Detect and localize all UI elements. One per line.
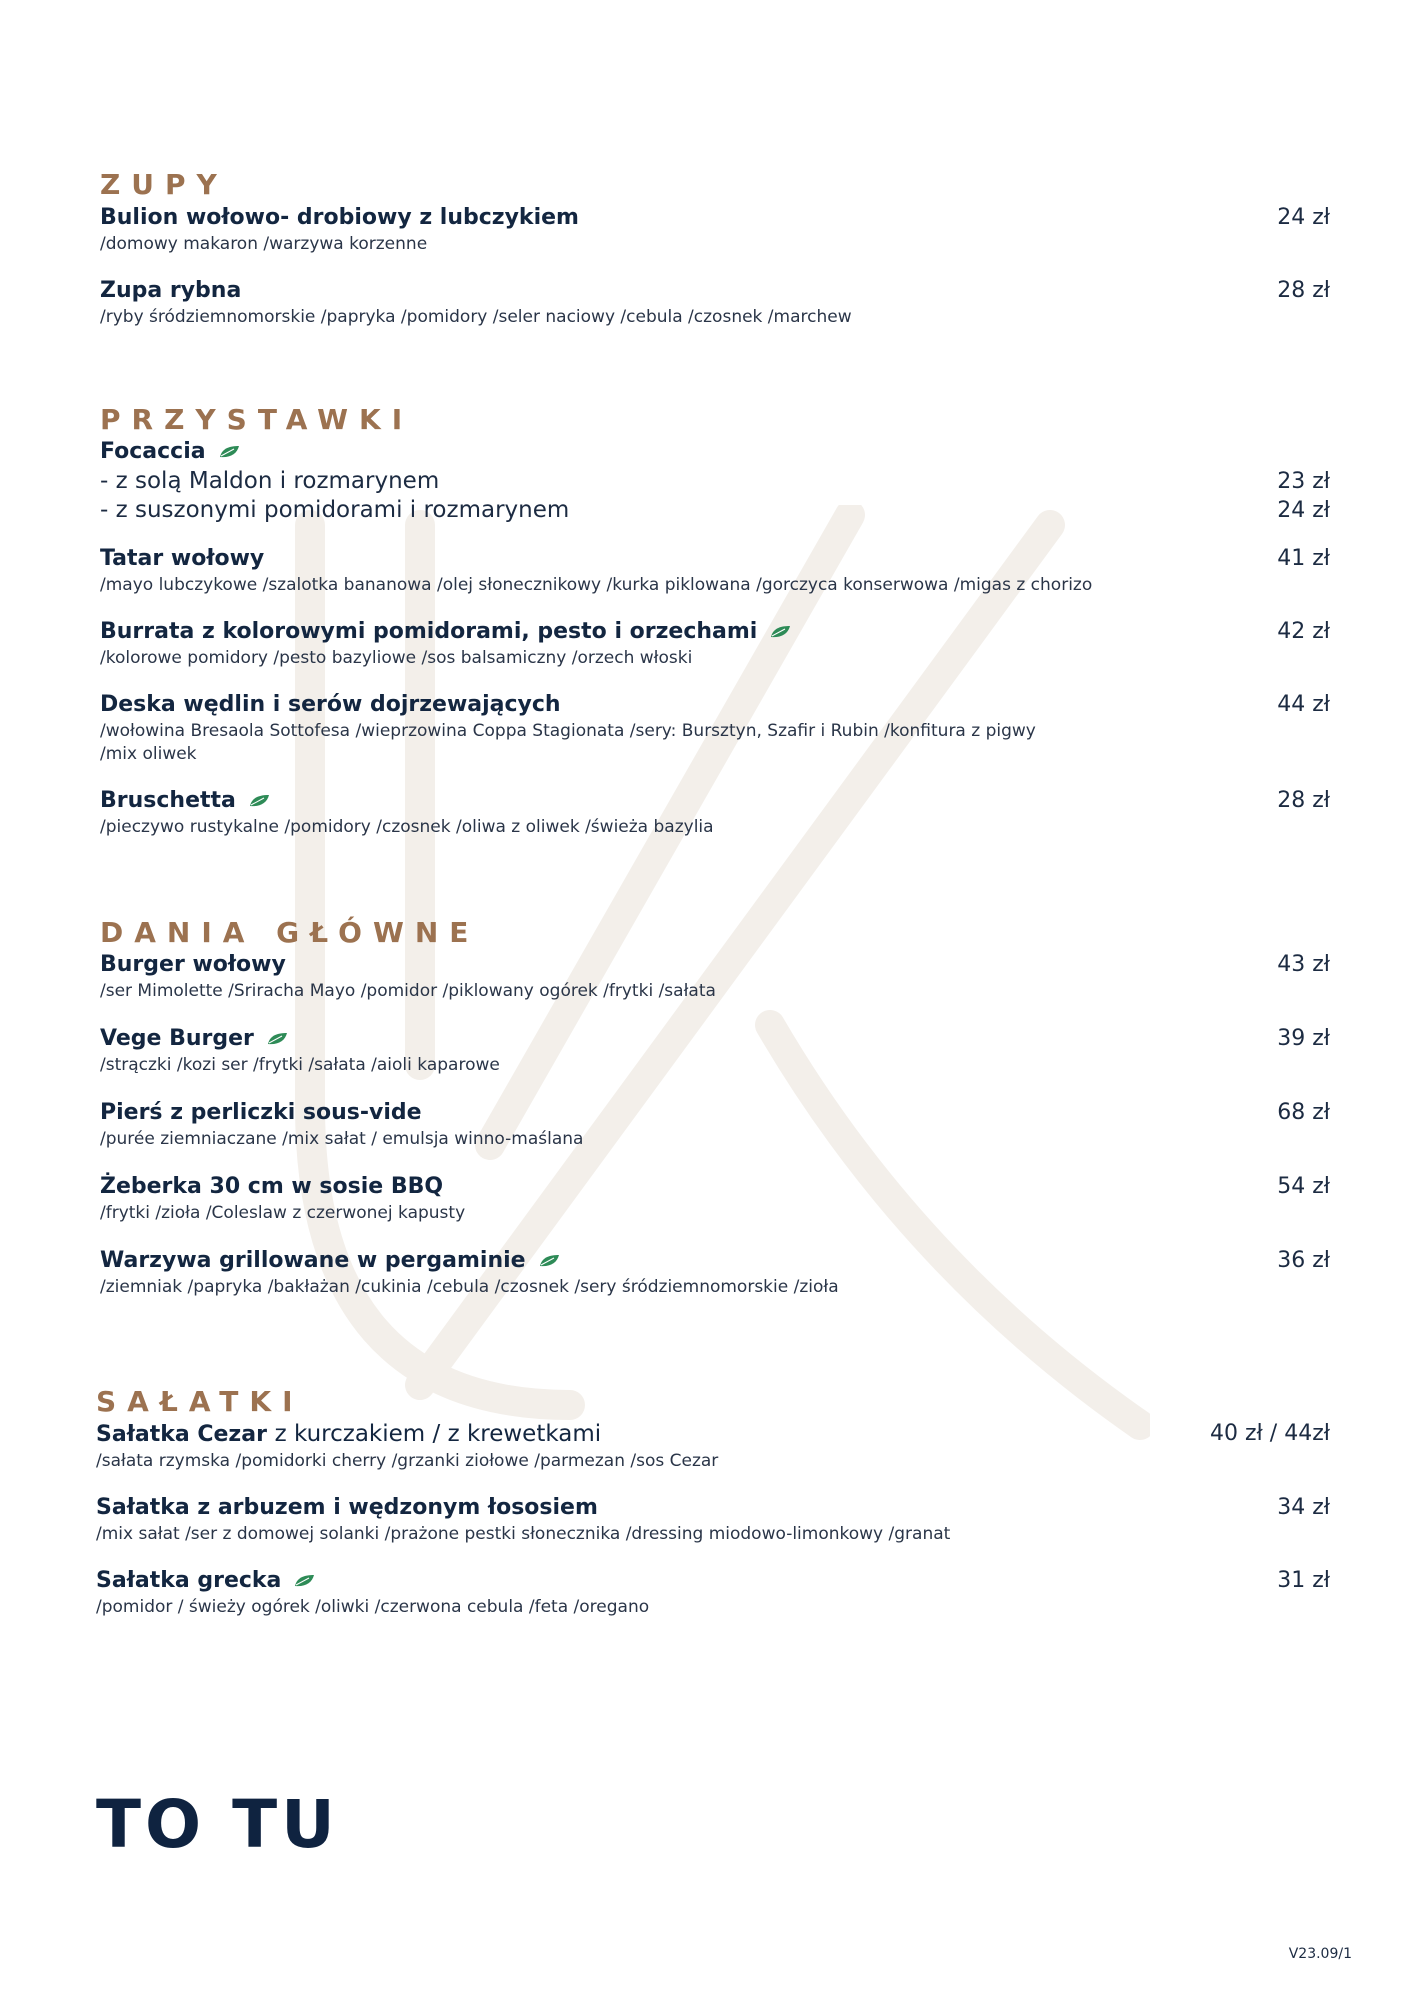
item-name: Burrata z kolorowymi pomidorami, pesto i orzechami (100, 619, 758, 644)
menu-item (100, 617, 1330, 670)
item-description: /mayo lubczykowe /szalotka bananowa /olej słonecznikowy /kurka piklowana /gorczyca konserwowa /migas z chorizo (100, 575, 1093, 595)
item-description: /domowy makaron /warzywa korzenne (100, 234, 428, 254)
section-title: PRZYSTAWKI (100, 403, 414, 436)
menu-item (100, 1246, 1330, 1299)
menu-item (100, 950, 1330, 1003)
menu-item (100, 1172, 1330, 1225)
item-price: 28 zł (1277, 278, 1330, 303)
item-description: /frytki /zioła /Coleslaw z czerwonej kapusty (100, 1203, 466, 1223)
leaf-icon (218, 445, 240, 459)
section-title: SAŁATKI (96, 1385, 304, 1418)
item-name: Pierś z perliczki sous-vide (100, 1100, 422, 1125)
item-variant (100, 496, 1330, 525)
item-description: /ryby śródziemnomorskie /papryka /pomidory /seler naciowy /cebula /czosnek /marchew (100, 307, 852, 327)
item-description-cont: /mix oliwek (100, 744, 197, 764)
item-price: 44 zł (1277, 692, 1330, 717)
variant-label: - z suszonymi pomidorami i rozmarynem (100, 497, 570, 523)
section-soups (100, 168, 1330, 329)
item-name: Bulion wołowo- drobiowy z lubczykiem (100, 205, 579, 230)
section-title: ZUPY (100, 168, 228, 201)
item-price: 40 zł / 44zł (1210, 1421, 1330, 1446)
leaf-icon (769, 625, 791, 639)
item-description: /ser Mimolette /Sriracha Mayo /pomidor /piklowany ogórek /frytki /sałata (100, 981, 716, 1001)
leaf-icon (293, 1574, 315, 1588)
menu-item (96, 1566, 1330, 1619)
item-price: 31 zł (1277, 1568, 1330, 1593)
item-name: Żeberka 30 cm w sosie BBQ (100, 1174, 444, 1199)
version-label: V23.09/1 (1288, 1946, 1352, 1962)
item-price: 41 zł (1277, 546, 1330, 571)
item-description: /wołowina Bresaola Sottofesa /wieprzowina Coppa Stagionata /sery: Bursztyn, Szafir i Rubin /konfitura z pigwy (100, 721, 1036, 741)
section-starters (100, 403, 1330, 839)
item-name: Bruschetta (100, 788, 236, 813)
item-description: /strączki /kozi ser /frytki /sałata /aioli kaparowe (100, 1055, 500, 1075)
menu-item (100, 276, 1330, 329)
item-price: 24 zł (1277, 205, 1330, 230)
brand-logo: TO TU (96, 1786, 339, 1863)
item-price: 43 zł (1277, 952, 1330, 977)
menu-item (100, 1098, 1330, 1151)
variant-price: 24 zł (1277, 498, 1330, 523)
item-description: /pieczywo rustykalne /pomidory /czosnek /oliwa z oliwek /świeża bazylia (100, 817, 714, 837)
section-salads (96, 1385, 1330, 1619)
menu-item (100, 544, 1330, 597)
item-name: Zupa rybna (100, 278, 242, 303)
item-name-extra: z kurczakiem / z krewetkami (274, 1421, 602, 1447)
item-name: Tatar wołowy (100, 546, 265, 571)
item-price: 42 zł (1277, 619, 1330, 644)
item-name: Sałatka grecka (96, 1568, 282, 1593)
item-price: 28 zł (1277, 788, 1330, 813)
leaf-icon (248, 794, 270, 808)
item-description: /sałata rzymska /pomidorki cherry /grzanki ziołowe /parmezan /sos Cezar (96, 1451, 719, 1471)
item-variant (100, 467, 1330, 496)
item-price: 54 zł (1277, 1174, 1330, 1199)
item-name: Warzywa grillowane w pergaminie (100, 1248, 526, 1273)
menu-item (100, 203, 1330, 256)
item-price: 34 zł (1277, 1495, 1330, 1520)
menu-item (100, 786, 1330, 839)
menu-item (100, 437, 1330, 525)
menu-item (96, 1419, 1330, 1473)
item-description: /pomidor / świeży ogórek /oliwki /czerwona cebula /feta /oregano (96, 1597, 650, 1617)
item-description: /ziemniak /papryka /bakłażan /cukinia /cebula /czosnek /sery śródziemnomorskie /zioła (100, 1277, 839, 1297)
item-name: Sałatka z arbuzem i wędzonym łososiem (96, 1495, 598, 1520)
item-description: /kolorowe pomidory /pesto bazyliowe /sos balsamiczny /orzech włoski (100, 648, 693, 668)
menu-item (100, 1024, 1330, 1077)
section-main-courses (100, 916, 1330, 1299)
item-name: Focaccia (100, 439, 206, 464)
leaf-icon (266, 1032, 288, 1046)
item-name: Sałatka Cezar (96, 1422, 267, 1447)
section-title: DANIA GŁÓWNE (100, 916, 480, 949)
variant-label: - z solą Maldon i rozmarynem (100, 468, 440, 494)
item-description: /mix sałat /ser z domowej solanki /prażone pestki słonecznika /dressing miodowo-limonkowy /granat (96, 1524, 951, 1544)
menu-item (96, 1493, 1330, 1546)
variant-price: 23 zł (1277, 469, 1330, 494)
menu-item (100, 690, 1330, 766)
item-price: 36 zł (1277, 1248, 1330, 1273)
item-description: /purée ziemniaczane /mix sałat / emulsja winno-maślana (100, 1129, 584, 1149)
item-price: 39 zł (1277, 1026, 1330, 1051)
item-price: 68 zł (1277, 1100, 1330, 1125)
item-name: Burger wołowy (100, 952, 286, 977)
item-name: Deska wędlin i serów dojrzewających (100, 692, 561, 717)
leaf-icon (538, 1254, 560, 1268)
item-name: Vege Burger (100, 1026, 254, 1051)
